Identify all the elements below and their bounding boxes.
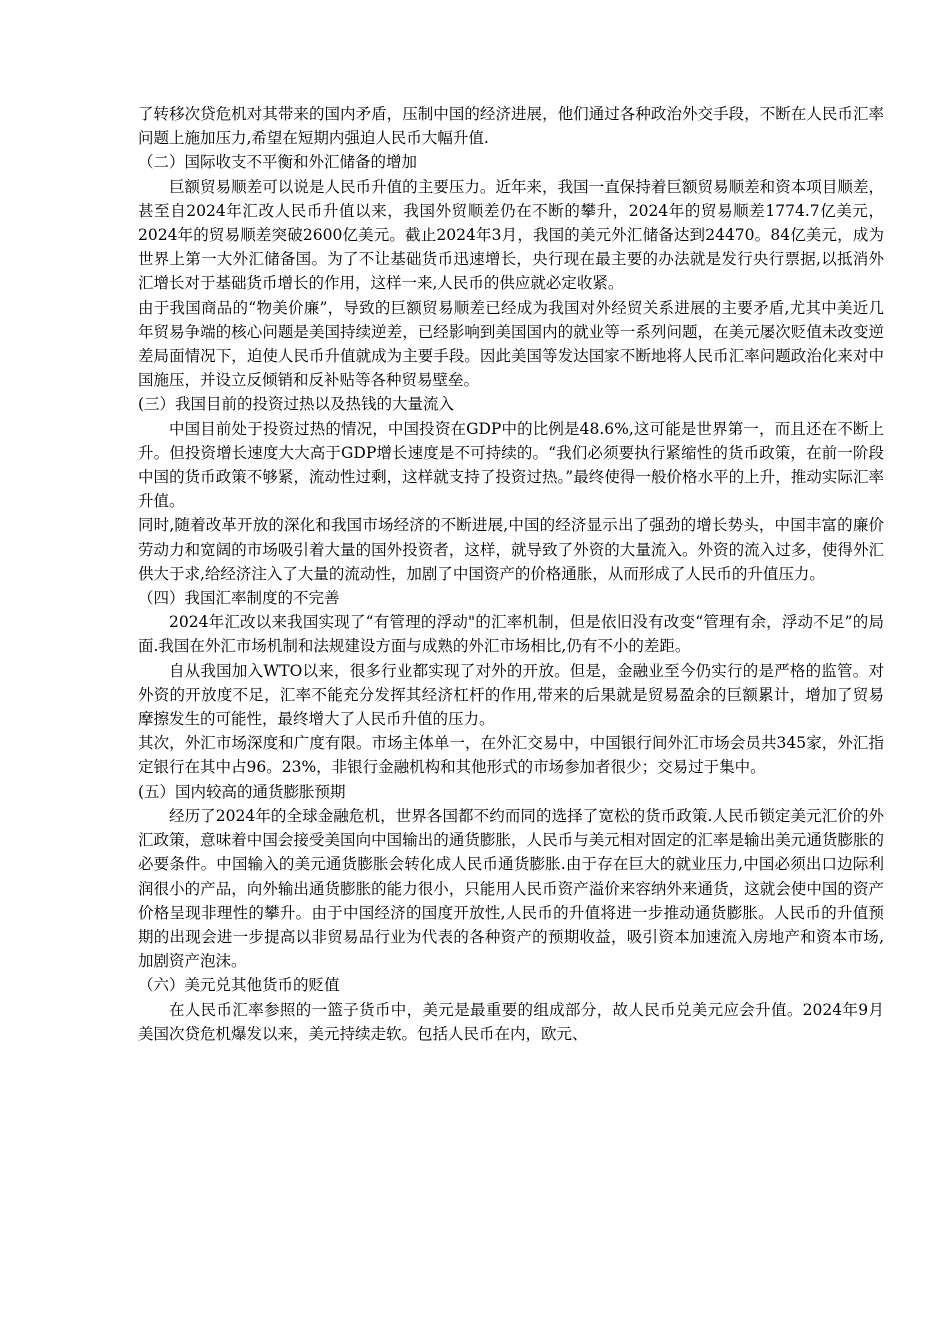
paragraph: 自从我国加入WTO以来，很多行业都实现了对外的开放。但是，金融业至今仍实行的是严格的监管。对外资的开放度不足，汇率不能充分发挥其经济杠杆的作用,带来的后果就是贸易盈余的巨额累计，增加了贸易摩擦发生的可能性，最终增大了人民币升值的压力。 xyxy=(138,661,884,729)
section-heading-2: （二）国际收支不平衡和外汇储备的增加 xyxy=(138,153,418,172)
paragraph: 其次，外汇市场深度和广度有限。市场主体单一，在外汇交易中，中国银行间外汇市场会员共345家，外汇指定银行在其中占96。23%，非银行金融机构和其他形式的市场参加者很少；交易过于集中。 xyxy=(138,734,884,777)
paragraph: 同时,随着改革开放的深化和我国市场经济的不断进展,中国的经济显示出了强劲的增长势头，中国丰富的廉价劳动力和宽阔的市场吸引着大量的国外投资者，这样，就导致了外资的大量流入。外资的流入过多，使得外汇供大于求,给经济注入了大量的流动性，加剧了中国资产的价格通胀，从而形成了人民币的升值压力。 xyxy=(138,516,884,583)
paragraph: 中国目前处于投资过热的情况，中国投资在GDP中的比例是48.6%,这可能是世界第一，而且还在不断上升。但投资增长速度大大高于GDP增长速度是不可持续的。“我们必须要执行紧缩性的货币政策，在前一阶段中国的货币政策不够紧，流动性过剩，这样就支持了投资过热。”最终使得一般价格水平的上升，推动实际汇率升值。 xyxy=(138,419,884,511)
paragraph: 在人民币汇率参照的一篮子货币中，美元是最重要的组成部分，故人民币兑美元应会升值。2024年9月美国次贷危机爆发以来，美元持续走软。包括人民币在内，欧元、 xyxy=(138,1000,884,1043)
paragraph: 2024年汇改以来我国实现了“有管理的浮动"的汇率机制，但是依旧没有改变“管理有余，浮动不足”的局面.我国在外汇市场机制和法规建设方面与成熟的外汇市场相比,仍有不小的差距。 xyxy=(138,613,884,656)
paragraph: 经历了2024年的全球金融危机，世界各国都不约而同的选择了宽松的货币政策.人民币锁定美元汇价的外汇政策，意味着中国会接受美国向中国输出的通货膨胀，人民币与美元相对固定的汇率是输出美元通货膨胀的必要条件。中国输入的美元通货膨胀会转化成人民币通货膨胀.由于存在巨大的就业压力,中国必须出口边际利润很小的产品，向外输出通货膨胀的能力很小，只能用人民币资产溢价来容纳外来通货，这就会使中国的资产价格呈现非理性的攀升。由于中国经济的国度开放性,人民币的升值将进一步推动通货膨胀。人民币的升值预期的出现会进一步提高以非贸易品行业为代表的各种资产的预期收益，吸引资本加速流入房地产和资本市场,加剧资产泡沫。 xyxy=(138,806,884,971)
document-page xyxy=(138,102,884,1046)
section-heading-5: (五）国内较高的通货膨胀预期 xyxy=(138,782,346,801)
section-heading-4: （四）我国汇率制度的不完善 xyxy=(138,589,340,608)
section-heading-3: (三）我国目前的投资过热以及热钱的大量流入 xyxy=(138,395,455,414)
paragraph: 由于我国商品的“物美价廉”，导致的巨额贸易顺差已经成为我国对外经贸关系进展的主要矛盾,尤其中美近几年贸易争端的核心问题是美国持续逆差，已经影响到美国国内的就业等一系列问题，在美元屡次贬值未改变逆差局面情况下，迫使人民币升值就成为主要手段。因此美国等发达国家不断地将人民币汇率问题政治化来对中国施压，并设立反倾销和反补贴等各种贸易壁垒。 xyxy=(138,298,884,390)
section-heading-6: （六）美元兑其他货币的贬值 xyxy=(138,976,340,995)
paragraph: 巨额贸易顺差可以说是人民币升值的主要压力。近年来，我国一直保持着巨额贸易顺差和资本项目顺差，甚至自2024年汇改人民币升值以来，我国外贸顺差仍在不断的攀升，2024年的贸易顺差1774.7亿美元，2024年的贸易顺差突破2600亿美元。截止2024年3月，我国的美元外汇储备达到24470。84亿美元，成为世界上第一大外汇储备国。为了不让基础货币迅速增长，央行现在最主要的办法就是发行央行票据,以抵消外汇增长对于基础货币增长的作用，这样一来,人民币的供应就必定收紧。 xyxy=(138,177,884,293)
paragraph-continuation: 了转移次贷危机对其带来的国内矛盾，压制中国的经济进展，他们通过各种政治外交手段，不断在人民币汇率问题上施加压力,希望在短期内强迫人民币大幅升值. xyxy=(138,105,884,148)
